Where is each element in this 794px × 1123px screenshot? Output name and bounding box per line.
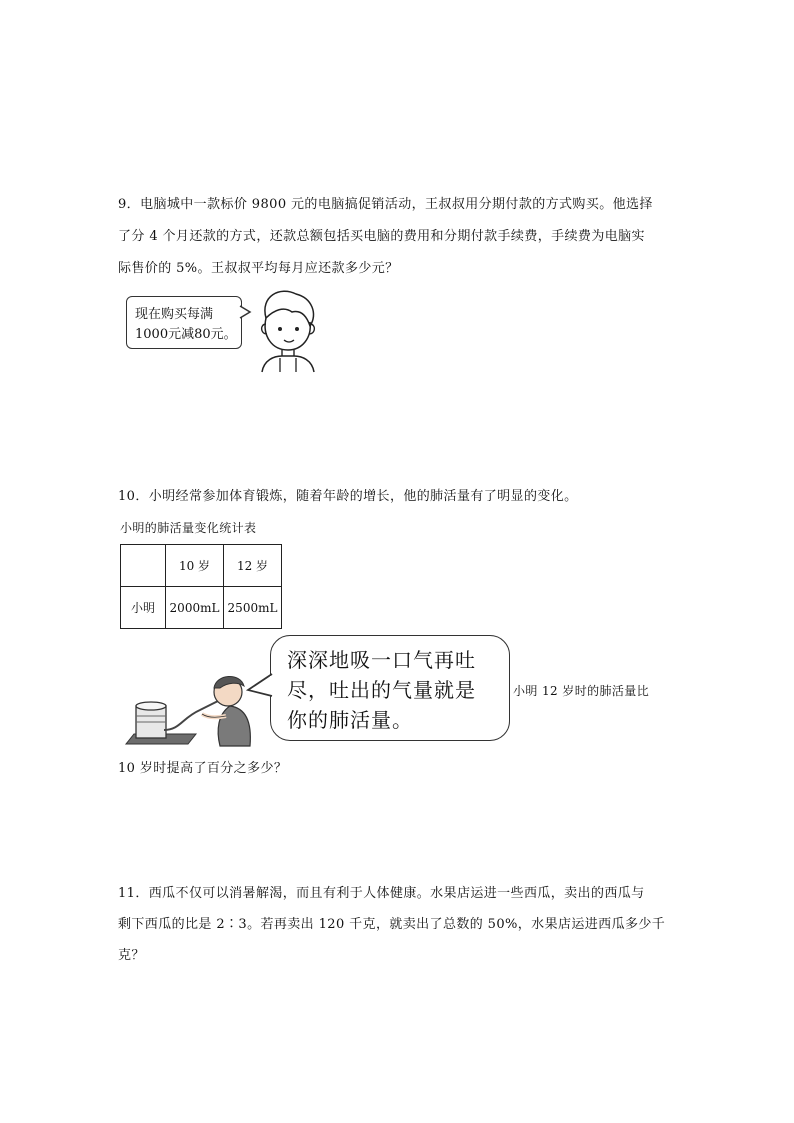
q10-side-text: 小明 12 岁时的肺活量比 (513, 684, 650, 698)
bubble2-line-3: 你的肺活量。 (287, 708, 413, 732)
bubble2-line-1: 深深地吸一口气再吐 (287, 648, 476, 672)
table-caption: 小明的肺活量变化统计表 (120, 521, 257, 535)
q10-text-line-2: 10 岁时提高了百分之多少？ (118, 761, 288, 776)
q9-text-line-3: 际售价的 5%。王叔叔平均每月应还款多少元？ (118, 261, 399, 276)
promo-speech-bubble (126, 296, 242, 349)
table-cell-10: 2000mL (166, 587, 224, 629)
q11-text-line-3: 克？ (118, 948, 145, 963)
table-header-row (121, 545, 282, 587)
bubble2-tail (246, 672, 274, 698)
bubble2-line-2: 尽，吐出的气量就是 (287, 678, 476, 702)
table-header-empty (121, 545, 166, 587)
promo-bubble-line-1: 现在购买每满 (135, 307, 214, 322)
table-cell-12: 2500mL (224, 587, 282, 629)
promo-bubble-line-2: 1000元减80元。 (135, 327, 237, 342)
table-row (121, 587, 282, 629)
q9-text-line-1: 9．电脑城中一款标价 9800 元的电脑搞促销活动，王叔叔用分期付款的方式购买。他选择 (118, 197, 653, 212)
boy-illustration (236, 288, 332, 376)
q9-text-line-2: 了分 4 个月还款的方式，还款总额包括买电脑的费用和分期付款手续费，手续费为电脑实 (118, 229, 645, 244)
q11-text-line-2: 剩下西瓜的比是 2∶3。若再卖出 120 千克，就卖出了总数的 50%，水果店运进西瓜多少千 (118, 917, 666, 932)
table-header-12: 12 岁 (224, 545, 282, 587)
q10-text-line-1: 10．小明经常参加体育锻炼，随着年龄的增长，他的肺活量有了明显的变化。 (118, 489, 578, 504)
q11-text-line-1: 11．西瓜不仅可以消暑解渴，而且有利于人体健康。水果店运进一些西瓜，卖出的西瓜与 (118, 886, 645, 901)
table-header-10: 10 岁 (166, 545, 224, 587)
lung-capacity-speech-bubble (270, 635, 510, 741)
lung-capacity-table (120, 544, 282, 629)
table-cell-name: 小明 (121, 587, 166, 629)
